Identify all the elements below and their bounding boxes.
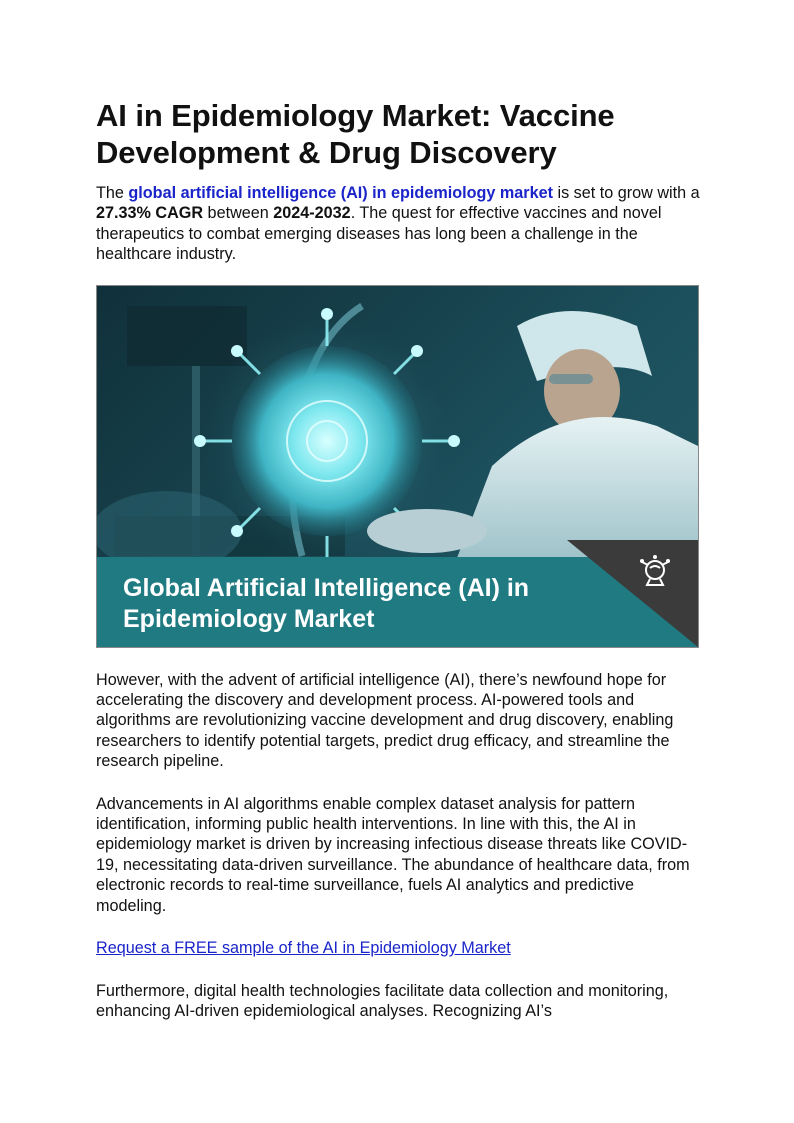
hero-image xyxy=(96,285,699,648)
lab-flask-icon xyxy=(638,554,672,588)
hero-banner-title: Global Artificial Intelligence (AI) in Epidemiology Market xyxy=(123,573,530,633)
intro-mid1: is set to grow with a xyxy=(552,184,700,202)
paragraph-advancements: Advancements in AI algorithms enable complex dataset analysis for pattern identification, informing public health interventions. In line with this, the AI in epidemiology market is driven by increasing infectious disease threats like COVID-19, necessitating data-driven surveillance. The abundance of healthcare data, from electronic records to real-time surveillance, fuels AI analytics and predictive modeling. xyxy=(96,794,690,915)
intro-pre: The xyxy=(96,184,129,202)
intro-mid2: between xyxy=(203,204,274,223)
paragraph-digital-health: Furthermore, digital health technologies facilitate data collection and monitoring, enhancing AI-driven epidemiological analyses. Recognizing AI’s xyxy=(96,981,669,1020)
request-sample-link[interactable]: Request a FREE sample of the AI in Epidemiology Market xyxy=(96,939,511,958)
paragraph-advent: However, with the advent of artificial intelligence (AI), there’s newfound hope for accelerating the discovery and development process. AI-powered tools and algorithms are revolutionizing vaccine development and drug discovery, enabling researchers to identify potential targets, predict drug efficacy, and streamline the research pipeline. xyxy=(96,670,674,771)
article-title: AI in Epidemiology Market: Vaccine Development & Drug Discovery xyxy=(96,98,615,170)
sample-link-paragraph xyxy=(96,938,706,958)
intro-paragraph xyxy=(96,183,706,265)
forecast-period: 2024-2032 xyxy=(273,204,351,223)
cagr-value: 27.33% CAGR xyxy=(96,204,204,223)
article xyxy=(96,97,706,1021)
market-link[interactable]: global artificial intelligence (AI) in epidemiology market xyxy=(128,184,553,202)
intro-post: . The quest for effective vaccines and novel therapeutics to combat emerging diseases has long been a challenge in the healthcare industry. xyxy=(96,204,662,264)
